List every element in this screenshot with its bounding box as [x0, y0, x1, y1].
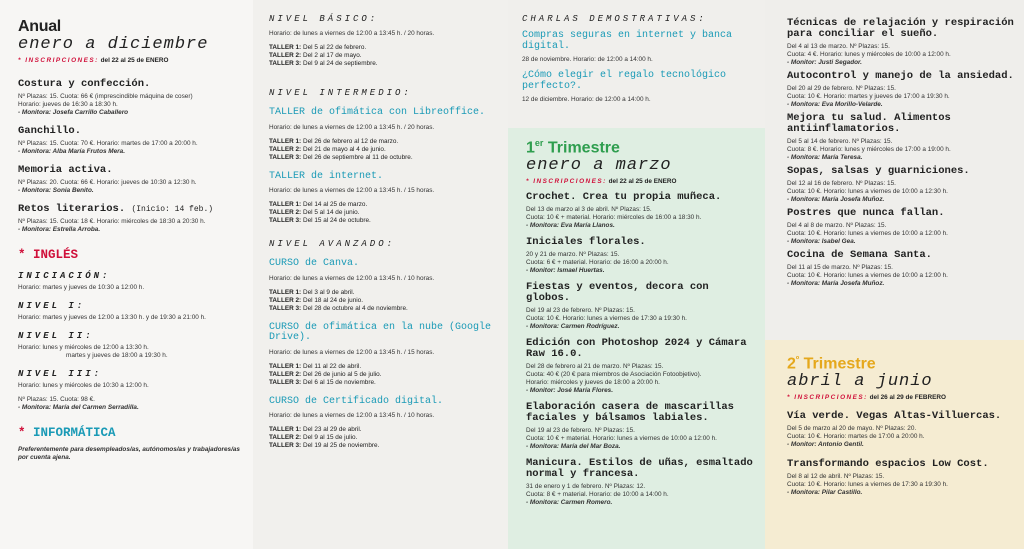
course-detail: Del 5 al 14 de febrero. Nº Plazas: 15.	[787, 138, 893, 145]
taller-dates: Del 5 al 22 de febrero.	[302, 44, 367, 51]
course-note: (Inicio: 14 feb.)	[131, 205, 214, 214]
taller-row	[269, 209, 500, 217]
taller-label: TALLER 2:	[269, 296, 302, 304]
taller-dates: Del 14 al 25 de marzo.	[302, 201, 368, 208]
course-title: Sopas, salsas y guarniciones.	[787, 165, 970, 177]
taller-dates: Del 26 de septiembre al 11 de octubre.	[302, 153, 413, 161]
taller-label: TALLER 1:	[269, 201, 302, 208]
course-block	[269, 397, 500, 451]
course-item	[18, 79, 243, 117]
course-block-horario: Horario: de lunes a viernes de 12:00 a 13:45 h. / 10 horas.	[269, 274, 435, 282]
course-detail: Del 19 al 23 de febrero. Nº Plazas: 15.	[526, 427, 635, 435]
course-block-horario: Horario: de lunes a viernes de 12:00 a 13:45 h. / 10 horas.	[269, 412, 435, 419]
course-title: Técnicas de relajación y respiración para conciliar el sueño.	[787, 17, 1014, 40]
course-detail: Cuota: 10 €. Horario: martes y jueves de 17:00 a 19:30 h.	[787, 93, 950, 100]
course-block-talleres	[269, 289, 500, 313]
anual-period: enero a diciembre	[18, 35, 209, 54]
course-block-talleres	[269, 363, 500, 387]
taller-dates: Del 15 al 24 de octubre.	[302, 217, 371, 224]
ingles-level-detail: Horario: lunes y miércoles de 10:30 a 12:00 h.	[18, 382, 149, 389]
course-monitor: - Monitora: Estrella Arroba.	[18, 226, 101, 233]
course-block-horario: Horario: de lunes a viernes de 12:00 a 13:45 h. / 15 horas.	[269, 348, 435, 356]
taller-row	[269, 363, 500, 371]
course-detail: Nº Plazas: 15. Cuota: 66 € (imprescindible máquina de coser)	[18, 93, 193, 100]
course-detail: Cuota: 10 €. Horario: lunes a viernes de 10:00 a 12:00 h.	[787, 230, 948, 237]
taller-dates: Del 2 al 17 de mayo.	[302, 52, 362, 59]
ingles-level-name: NIVEL I:	[18, 301, 86, 311]
course-detail: Del 13 de marzo al 3 de abril. Nº Plazas: 15.	[526, 206, 652, 214]
course-block-title: CURSO de Certificado digital.	[269, 395, 444, 407]
course-detail: Cuota: 6 € + material. Horario: de 16:00 a 20:00 h.	[526, 259, 669, 267]
course-detail: Del 8 al 12 de abril. Nº Plazas: 15.	[787, 473, 885, 481]
taller-dates: Del 19 al 25 de noviembre.	[302, 442, 380, 449]
course-item	[787, 113, 1014, 162]
course-item	[787, 459, 1014, 497]
trimestre-2-title: $2^º$ Trimestre	[787, 354, 876, 373]
trimestre-1-panel	[508, 128, 765, 549]
course-detail: Nº Plazas: 15. Cuota: 70 €. Horario: martes de 17:00 a 20:00 h.	[18, 140, 198, 147]
taller-label: TALLER 2:	[269, 209, 302, 216]
taller-label: TALLER 2:	[269, 52, 302, 59]
course-title: Elaboración casera de mascarillas faciales y bálsamos labiales.	[526, 401, 734, 425]
course-monitor: - Monitor: Ismael Huertas.	[526, 267, 605, 275]
charlas-label: CHARLAS DEMOSTRATIVAS:	[522, 14, 707, 24]
course-title: Memoria activa.	[18, 164, 113, 176]
course-monitor: - Monitor: José María Flores.	[526, 387, 613, 395]
charla-title: Compras seguras en internet y banca digital.	[522, 30, 733, 52]
course-title: Vía verde. Vegas Altas-Villuercas.	[787, 410, 1002, 423]
taller-label: TALLER 1:	[269, 426, 302, 433]
course-detail: Del 4 al 13 de marzo. Nº Plazas: 15.	[787, 43, 890, 50]
course-block-title: CURSO de Canva.	[269, 258, 360, 269]
charla-title: ¿Cómo elegir el regalo tecnológico perfecto?.	[522, 70, 727, 92]
taller-dates: Del 3 al 9 de abril.	[302, 288, 355, 296]
taller-row	[269, 371, 500, 379]
course-item	[787, 411, 1014, 449]
taller-dates: Del 26 de junio al 5 de julio.	[302, 370, 382, 378]
course-detail: Cuota: 10 €. Horario: martes de 17:00 a 20:00 h.	[787, 433, 925, 441]
taller-row	[269, 434, 500, 442]
course-title: Mejora tu salud. Alimentos antiinflamatorios.	[787, 112, 951, 135]
course-block-title: TALLER de internet.	[269, 170, 384, 182]
ingles-level-detail: martes y jueves de 18:00 a 19:30 h.	[66, 352, 168, 359]
course-monitor: - Monitora: Carmen Rodríguez.	[526, 323, 620, 331]
taller-dates: Del 18 al 24 de junio.	[302, 296, 364, 304]
taller-row	[269, 289, 500, 297]
course-title: Edición con Photoshop 2024 y Cámara Raw 16.0.	[526, 337, 747, 361]
taller-dates: Del 6 al 15 de noviembre.	[302, 378, 376, 386]
course-title: Crochet. Crea tu propia muñeca.	[526, 191, 722, 204]
informatica-heading: * INFORMÁTICA	[18, 426, 116, 440]
intermedio-blocks	[269, 108, 500, 225]
taller-label: TALLER 1:	[269, 362, 302, 370]
ingles-heading: * INGLÉS	[18, 248, 79, 262]
course-block-talleres	[269, 138, 500, 162]
course-item	[526, 402, 753, 451]
taller-dates: Del 5 al 14 de junio.	[302, 209, 360, 216]
course-block-title: CURSO de ofimática en la nube (Google Drive).	[269, 321, 492, 343]
basico-talleres	[269, 44, 500, 68]
taller-label: TALLER 3:	[269, 378, 302, 386]
course-monitor: - Monitor: Antonio Gentil.	[787, 441, 864, 449]
course-block	[269, 323, 500, 387]
taller-dates: Del 21 de mayo al 4 de junio.	[302, 145, 386, 153]
course-detail: Cuota: 10 € + material. Horario: lunes a viernes de 10:00 a 12:00 h.	[526, 435, 717, 443]
taller-label: TALLER 2:	[269, 145, 302, 153]
taller-label: TALLER 1:	[269, 44, 302, 51]
course-detail: Cuota: 4 €. Horario: lunes y miércoles de 10:00 a 12:00 h.	[787, 51, 951, 58]
course-item	[787, 208, 1014, 246]
course-title: Transformando espacios Low Cost.	[787, 458, 989, 471]
taller-row	[269, 297, 500, 305]
taller-label: TALLER 1:	[269, 137, 302, 145]
trimestre-2-panel	[765, 340, 1024, 549]
course-block-talleres	[269, 426, 500, 450]
course-detail: Cuota: 8 € + material. Horario: de 10:00 a 14:00 h.	[526, 491, 669, 499]
course-detail: Del 5 de marzo al 20 de mayo. Nº Plazas: 20.	[787, 425, 917, 433]
course-monitor: - Monitora: Sonia Benito.	[18, 187, 94, 194]
ingles-level-detail: Horario: lunes y miércoles de 12:00 a 13:30 h.	[18, 344, 149, 351]
taller-dates: Del 23 al 29 de abril.	[302, 426, 362, 433]
course-title: Ganchillo.	[18, 125, 82, 137]
taller-dates: Del 9 al 24 de septiembre.	[302, 60, 378, 67]
course-detail: Del 28 de febrero al 21 de marzo. Nº Plazas: 15.	[526, 363, 664, 371]
course-detail: Del 12 al 16 de febrero. Nº Plazas: 15.	[787, 180, 896, 187]
taller-row	[269, 154, 500, 162]
course-item	[787, 71, 1014, 109]
ingles-level-name: NIVEL III:	[18, 369, 103, 379]
charlas-list	[522, 31, 753, 104]
taller-label: TALLER 2:	[269, 434, 302, 441]
ingles-levels	[18, 271, 243, 404]
course-monitor: - Monitora: Pilar Castillo.	[787, 489, 863, 497]
trimestre-1-cont-course-list	[787, 18, 1014, 288]
taller-row	[269, 305, 500, 313]
course-detail: Cuota: 10 €. Horario: lunes a viernes de 17:30 a 19:30 h.	[526, 315, 687, 323]
course-detail: Del 4 al 8 de marzo. Nº Plazas: 15.	[787, 222, 887, 229]
trimestre-2-course-list	[787, 411, 1014, 497]
course-detail: Del 11 al 15 de marzo. Nº Plazas: 15.	[787, 264, 893, 271]
course-title: Cocina de Semana Santa.	[787, 249, 932, 261]
trimestre-1-inscripciones: * INSCRIPCIONES: del 22 al 25 de ENERO	[526, 178, 677, 186]
trimestre-1-course-list	[526, 192, 753, 507]
informatica-note: Preferentemente para desempleados/as, autónomos/as y trabajadores/as por cuenta ajena.	[18, 446, 240, 461]
taller-row	[269, 426, 500, 434]
charla-info: 28 de noviembre. Horario: de 12:00 a 14:00 h.	[522, 56, 653, 63]
course-block-title: TALLER de ofimática con Libreoffice.	[269, 107, 486, 118]
course-block	[269, 108, 500, 162]
ingles-level-detail: Horario: martes y jueves de 12:00 a 13:30 h. y de 19:30 a 21:00 h.	[18, 314, 206, 321]
level-intermedio: NIVEL INTERMEDIO:	[269, 88, 412, 98]
course-item	[787, 250, 1014, 288]
course-title: Fiestas y eventos, decora con globos.	[526, 281, 709, 305]
course-detail: Cuota: 10 €. Horario: lunes a viernes de 10:00 a 12:00 h.	[787, 272, 948, 279]
course-item	[787, 166, 1014, 204]
course-detail: Nº Plazas: 15. Cuota: 18 €. Horario: miércoles de 18:30 a 20:30 h.	[18, 218, 206, 225]
taller-dates: Del 11 al 22 de abril.	[302, 362, 362, 370]
course-block-horario: Horario: de lunes a viernes de 12:00 a 13:45 h. / 15 horas.	[269, 187, 435, 194]
course-block	[269, 172, 500, 226]
course-item	[526, 338, 753, 395]
course-detail: 31 de enero y 1 de febrero. Nº Plazas: 12.	[526, 483, 646, 491]
course-monitor: - Monitora: María Josefa Muñoz.	[787, 196, 885, 203]
taller-row	[269, 442, 500, 450]
course-monitor: - Monitora: Carmen Romero.	[526, 499, 613, 507]
taller-label: TALLER 2:	[269, 370, 302, 378]
course-detail: Cuota: 10 €. Horario: lunes a viernes de 17:30 a 19:30 h.	[787, 481, 948, 489]
course-item	[18, 165, 243, 195]
ingles-level-detail: Horario: martes y jueves de 10:30 a 12:00 h.	[18, 284, 145, 291]
course-title: Retos literarios. (Inicio: 14 feb.)	[18, 203, 214, 215]
course-item	[787, 18, 1014, 67]
course-item	[18, 204, 243, 234]
anual-inscripciones: * INSCRIPCIONES: del 22 al 25 de ENERO	[18, 57, 169, 64]
course-monitor: - Monitora: Eva Morillo-Velarde.	[787, 101, 883, 108]
course-title: Costura y confección.	[18, 78, 151, 90]
level-basico: NIVEL BÁSICO:	[269, 14, 379, 24]
course-detail: Cuota: 8 €. Horario: lunes y miércoles de 17:00 a 19:00 h.	[787, 146, 951, 153]
taller-label: TALLER 3:	[269, 217, 302, 224]
course-monitor: - Monitora: Isabel Gea.	[787, 238, 856, 245]
charla-info: 12 de diciembre. Horario: de 12:00 a 14:00 h.	[522, 96, 651, 103]
column-trimestre-1	[508, 0, 765, 549]
taller-label: TALLER 3:	[269, 442, 302, 449]
course-detail: Nº Plazas: 20. Cuota: 66 €. Horario: jueves de 10:30 a 12:30 h.	[18, 179, 197, 186]
course-detail: Horario: miércoles y jueves de 18:00 a 20:00 h.	[526, 379, 660, 387]
anual-heading: Anual	[18, 18, 61, 35]
avanzado-blocks	[269, 259, 500, 450]
taller-label: TALLER 1:	[269, 288, 302, 296]
ingles-monitor: - Monitora: María del Carmen Serradilla.	[18, 404, 139, 411]
taller-row	[269, 201, 500, 209]
taller-dates: Del 28 de octubre al 4 de noviembre.	[302, 304, 408, 312]
taller-label: TALLER 3:	[269, 153, 302, 161]
course-item	[526, 282, 753, 331]
course-item	[526, 237, 753, 275]
course-detail: Cuota: 10 €. Horario: lunes a viernes de 10:00 a 12:30 h.	[787, 188, 948, 195]
course-monitor: - Monitora: María Teresa.	[787, 154, 863, 161]
course-monitor: - Monitor: Justi Segador.	[787, 59, 862, 66]
column-informatica-niveles	[253, 0, 508, 549]
course-monitor: - Monitora: María del Mar Boza.	[526, 443, 621, 451]
trimestre-1-title: 1er Trimestre	[526, 138, 620, 157]
taller-row	[269, 379, 500, 387]
taller-row	[269, 52, 500, 60]
course-monitor: - Monitora: Alba María Frutos Mera.	[18, 148, 125, 155]
course-block-talleres	[269, 201, 500, 225]
course-monitor: - Monitora: Josefa Carrillo Caballero	[18, 109, 129, 116]
taller-label: TALLER 3:	[269, 60, 302, 67]
course-monitor: - Monitora: María Josefa Muñoz.	[787, 280, 885, 287]
course-detail: Cuota: 10 € + material. Horario: miércoles de 16:00 a 18:30 h.	[526, 214, 702, 222]
level-avanzado: NIVEL AVANZADO:	[269, 239, 396, 249]
course-item	[526, 458, 753, 507]
taller-row	[269, 44, 500, 52]
basico-horario: Horario: de lunes a viernes de 12:00 a 13:45 h. / 20 horas.	[269, 30, 435, 37]
course-title: Postres que nunca fallan.	[787, 207, 945, 219]
course-detail: Cuota: 40 € (20 € para miembros de Asociación Fotoobjetivo).	[526, 371, 702, 379]
trimestre-2-period: abril a junio	[787, 372, 933, 392]
ingles-level-name: NIVEL II:	[18, 331, 94, 341]
taller-row	[269, 146, 500, 154]
course-item	[18, 126, 243, 156]
taller-row	[269, 60, 500, 68]
course-detail: Del 19 al 23 de febrero. Nº Plazas: 15.	[526, 307, 635, 315]
course-detail: Del 20 al 29 de febrero. Nº Plazas: 15.	[787, 85, 896, 92]
taller-dates: Del 26 de febrero al 12 de marzo.	[302, 137, 399, 145]
ingles-level-name: INICIACIÓN:	[18, 271, 111, 281]
course-detail: 20 y 21 de marzo. Nº Plazas: 15.	[526, 251, 620, 259]
trimestre-1-period: enero a marzo	[526, 156, 672, 176]
course-title: Manicura. Estilos de uñas, esmaltado normal y francesa.	[526, 457, 753, 481]
column-anual	[0, 0, 253, 549]
course-title: Iniciales florales.	[526, 236, 646, 249]
taller-row	[269, 217, 500, 225]
course-block	[269, 259, 500, 313]
course-monitor: - Monitora: Eva María Llanos.	[526, 222, 615, 230]
taller-row	[269, 138, 500, 146]
ingles-level-detail: Nº Plazas: 15. Cuota: 98 €.	[18, 396, 95, 403]
course-detail: Horario: jueves de 16:30 a 18:30 h.	[18, 101, 118, 108]
column-trimestre-1-cont	[765, 0, 1024, 549]
course-item	[526, 192, 753, 230]
trimestre-2-inscripciones: * INSCRIPCIONES: del 26 al 29 de FEBRERO	[787, 394, 946, 402]
anual-course-list	[18, 79, 243, 234]
taller-dates: Del 9 al 15 de julio.	[302, 434, 358, 441]
course-block-horario: Horario: de lunes a viernes de 12:00 a 13:45 h. / 20 horas.	[269, 123, 435, 131]
taller-label: TALLER 3:	[269, 304, 302, 312]
course-title: Autocontrol y manejo de la ansiedad.	[787, 70, 1014, 82]
